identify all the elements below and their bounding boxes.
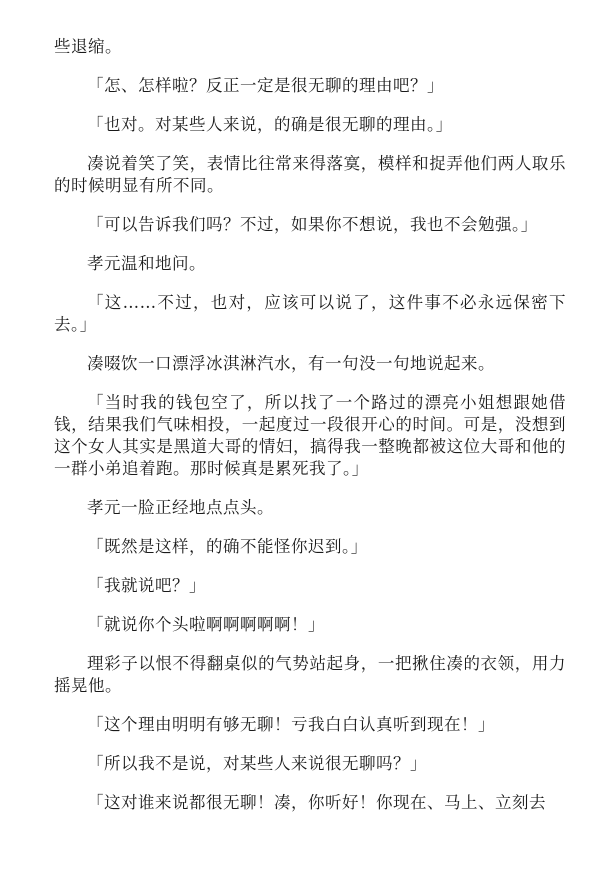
paragraph-continuation: 些退缩。 <box>54 37 122 56</box>
paragraph-narration: 孝元温和地问。 <box>87 254 206 273</box>
paragraph-dialogue: 「我就说吧？」 <box>87 576 206 595</box>
paragraph-dialogue: 「怎、怎样啦？反正一定是很无聊的理由吧？」 <box>87 76 444 95</box>
paragraph-dialogue: 「就说你个头啦啊啊啊啊啊！」 <box>87 615 325 634</box>
book-page <box>54 36 566 831</box>
paragraph-dialogue: 「既然是这样，的确不能怪你迟到。」 <box>87 537 368 556</box>
paragraph-narration: 凑说着笑了笑，表情比往常来得落寞，模样和捉弄他们两人取乐的时候明显有所不同。 <box>54 154 566 195</box>
paragraph-dialogue: 「可以告诉我们吗？不过，如果你不想说，我也不会勉强。」 <box>87 215 538 234</box>
paragraph-narration: 孝元一脸正经地点点头。 <box>87 498 274 517</box>
paragraph-dialogue: 「当时我的钱包空了，所以找了一个路过的漂亮小姐想跟她借钱，结果我们气味相投，一起度过一段很开心的时间。可是，没想到这个女人其实是黑道大哥的情妇，搞得我一整晚都被这位大哥和他的一群小弟追着跑。那时候真是累死我了。」 <box>54 393 566 478</box>
paragraph-narration: 理彩子以恨不得翻桌似的气势站起身，一把揪住凑的衣领，用力摇晃他。 <box>54 654 566 695</box>
paragraph-dialogue: 「所以我不是说，对某些人来说很无聊吗？」 <box>87 754 427 773</box>
paragraph-dialogue: 「也对。对某些人来说，的确是很无聊的理由。」 <box>87 115 453 134</box>
paragraph-dialogue: 「这……不过，也对，应该可以说了，这件事不必永远保密下去。」 <box>54 293 566 334</box>
paragraph-narration: 凑啜饮一口漂浮冰淇淋汽水，有一句没一句地说起来。 <box>87 354 495 373</box>
paragraph-dialogue: 「这个理由明明有够无聊！亏我白白认真听到现在！」 <box>87 715 495 734</box>
paragraph-dialogue: 「这对谁来说都很无聊！凑，你听好！你现在、马上、立刻去 <box>87 793 546 812</box>
